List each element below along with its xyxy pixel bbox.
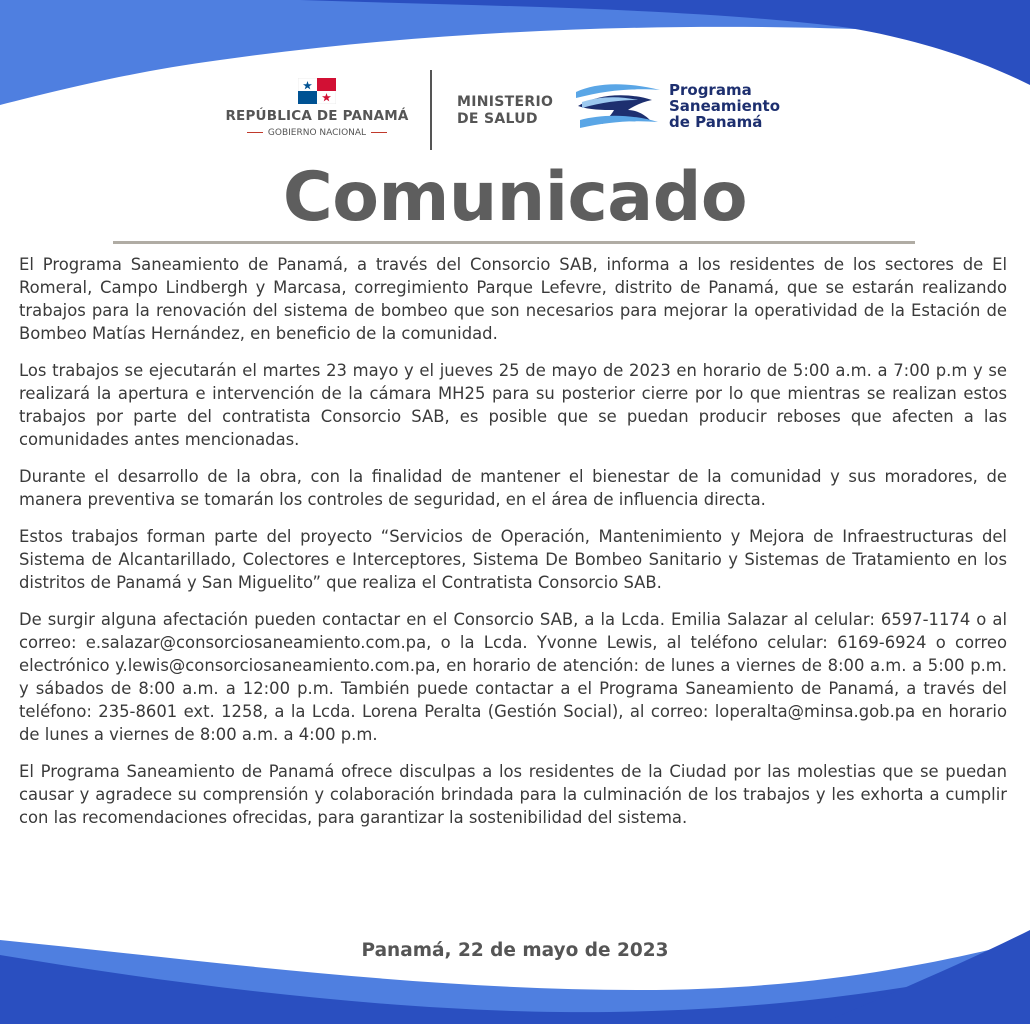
paragraph: Durante el desarrollo de la obra, con la finalidad de mantener el bienestar de la comunidad y sus moradores, de manera preventiva se tomarán los controles de seguridad, en el área de influencia directa. bbox=[19, 467, 1007, 509]
paragraph: El Programa Saneamiento de Panamá ofrece disculpas a los residentes de la Ciudad por las molestias que se puedan causar y agradece su comprensión y colaboración brindada para la culminación de los trabajos y les exhorta a cumplir con las recomendaciones ofrecidas, para garantizar la sostenibilidad del sistema. bbox=[19, 762, 1007, 827]
communique-body bbox=[19, 253, 1007, 843]
republica-logo bbox=[222, 78, 412, 138]
programa-logo-text bbox=[669, 82, 780, 130]
paragraph: De surgir alguna afectación pueden contactar en el Consorcio SAB, a la Lcda. Emilia Salazar al celular: 6597-1174 o al correo: e.salazar@consorciosaneamiento.com.pa, o la Lcda. Yvonne Lewis, al teléfono celular: 6169-6924 o correo electrónico y.lewis@consorciosaneamiento.com.pa, en horario de atención: de lunes a viernes de 8:00 a.m. a 5:00 p.m. y sábados de 8:00 a.m. a 12:00 p.m. También puede contactar a el Programa Saneamiento de Panamá, a través del teléfono: 235-8601 ext. 1258, a la Lcda. Lorena Peralta (Gestión Social), al correo: loperalta@minsa.gob.pa en horario de lunes a viernes de 8:00 a.m. a 4:00 p.m. bbox=[19, 610, 1007, 744]
republica-name: REPÚBLICA DE PANAMÁ bbox=[225, 108, 409, 124]
panama-flag-icon bbox=[298, 78, 336, 104]
ministerio-line2: DE SALUD bbox=[457, 111, 538, 127]
programa-line2: Saneamiento bbox=[669, 97, 780, 115]
paragraph: Los trabajos se ejecutarán el martes 23 mayo y el jueves 25 de mayo de 2023 en horario de 5:00 a.m. a 7:00 p.m y se realizará la apertura e intervención de la cámara MH25 para su posterior cierre por lo que mientras se realizan estos trabajos por parte del contratista Consorcio SAB, es posible que se puedan producir reboses que afecten a las comunidades antes mencionadas. bbox=[19, 361, 1007, 449]
programa-line1: Programa bbox=[669, 81, 752, 99]
dolphin-logo-icon bbox=[572, 80, 664, 132]
ministerio-logo bbox=[457, 94, 553, 128]
header-divider bbox=[430, 70, 432, 150]
gobierno-nacional: GOBIERNO NACIONAL bbox=[222, 128, 412, 138]
issue-date: Panamá, 22 de mayo de 2023 bbox=[361, 940, 669, 961]
title-underline bbox=[113, 241, 915, 244]
paragraph: El Programa Saneamiento de Panamá, a través del Consorcio SAB, informa a los residentes de los sectores de El Romeral, Campo Lindbergh y Marcasa, corregimiento Parque Lefevre, distrito de Panamá, que se estarán realizando trabajos para la renovación del sistema de bombeo que son necesarios para mejorar la operatividad de la Estación de Bombeo Matías Hernández, en beneficio de la comunidad. bbox=[19, 255, 1007, 343]
ministerio-line1: MINISTERIO bbox=[457, 94, 554, 110]
page-title: Comunicado bbox=[282, 158, 748, 237]
header-logos bbox=[0, 62, 1030, 162]
paragraph: Estos trabajos forman parte del proyecto “Servicios de Operación, Mantenimiento y Mejora de Infraestructuras del Sistema de Alcantarillado, Colectores e Interceptores, Sistema De Bombeo Sanitario y Sistemas de Tratamiento en los distritos de Panamá y San Miguelito” que realiza el Contratista Consorcio SAB. bbox=[19, 527, 1007, 592]
programa-line3: de Panamá bbox=[669, 113, 763, 131]
